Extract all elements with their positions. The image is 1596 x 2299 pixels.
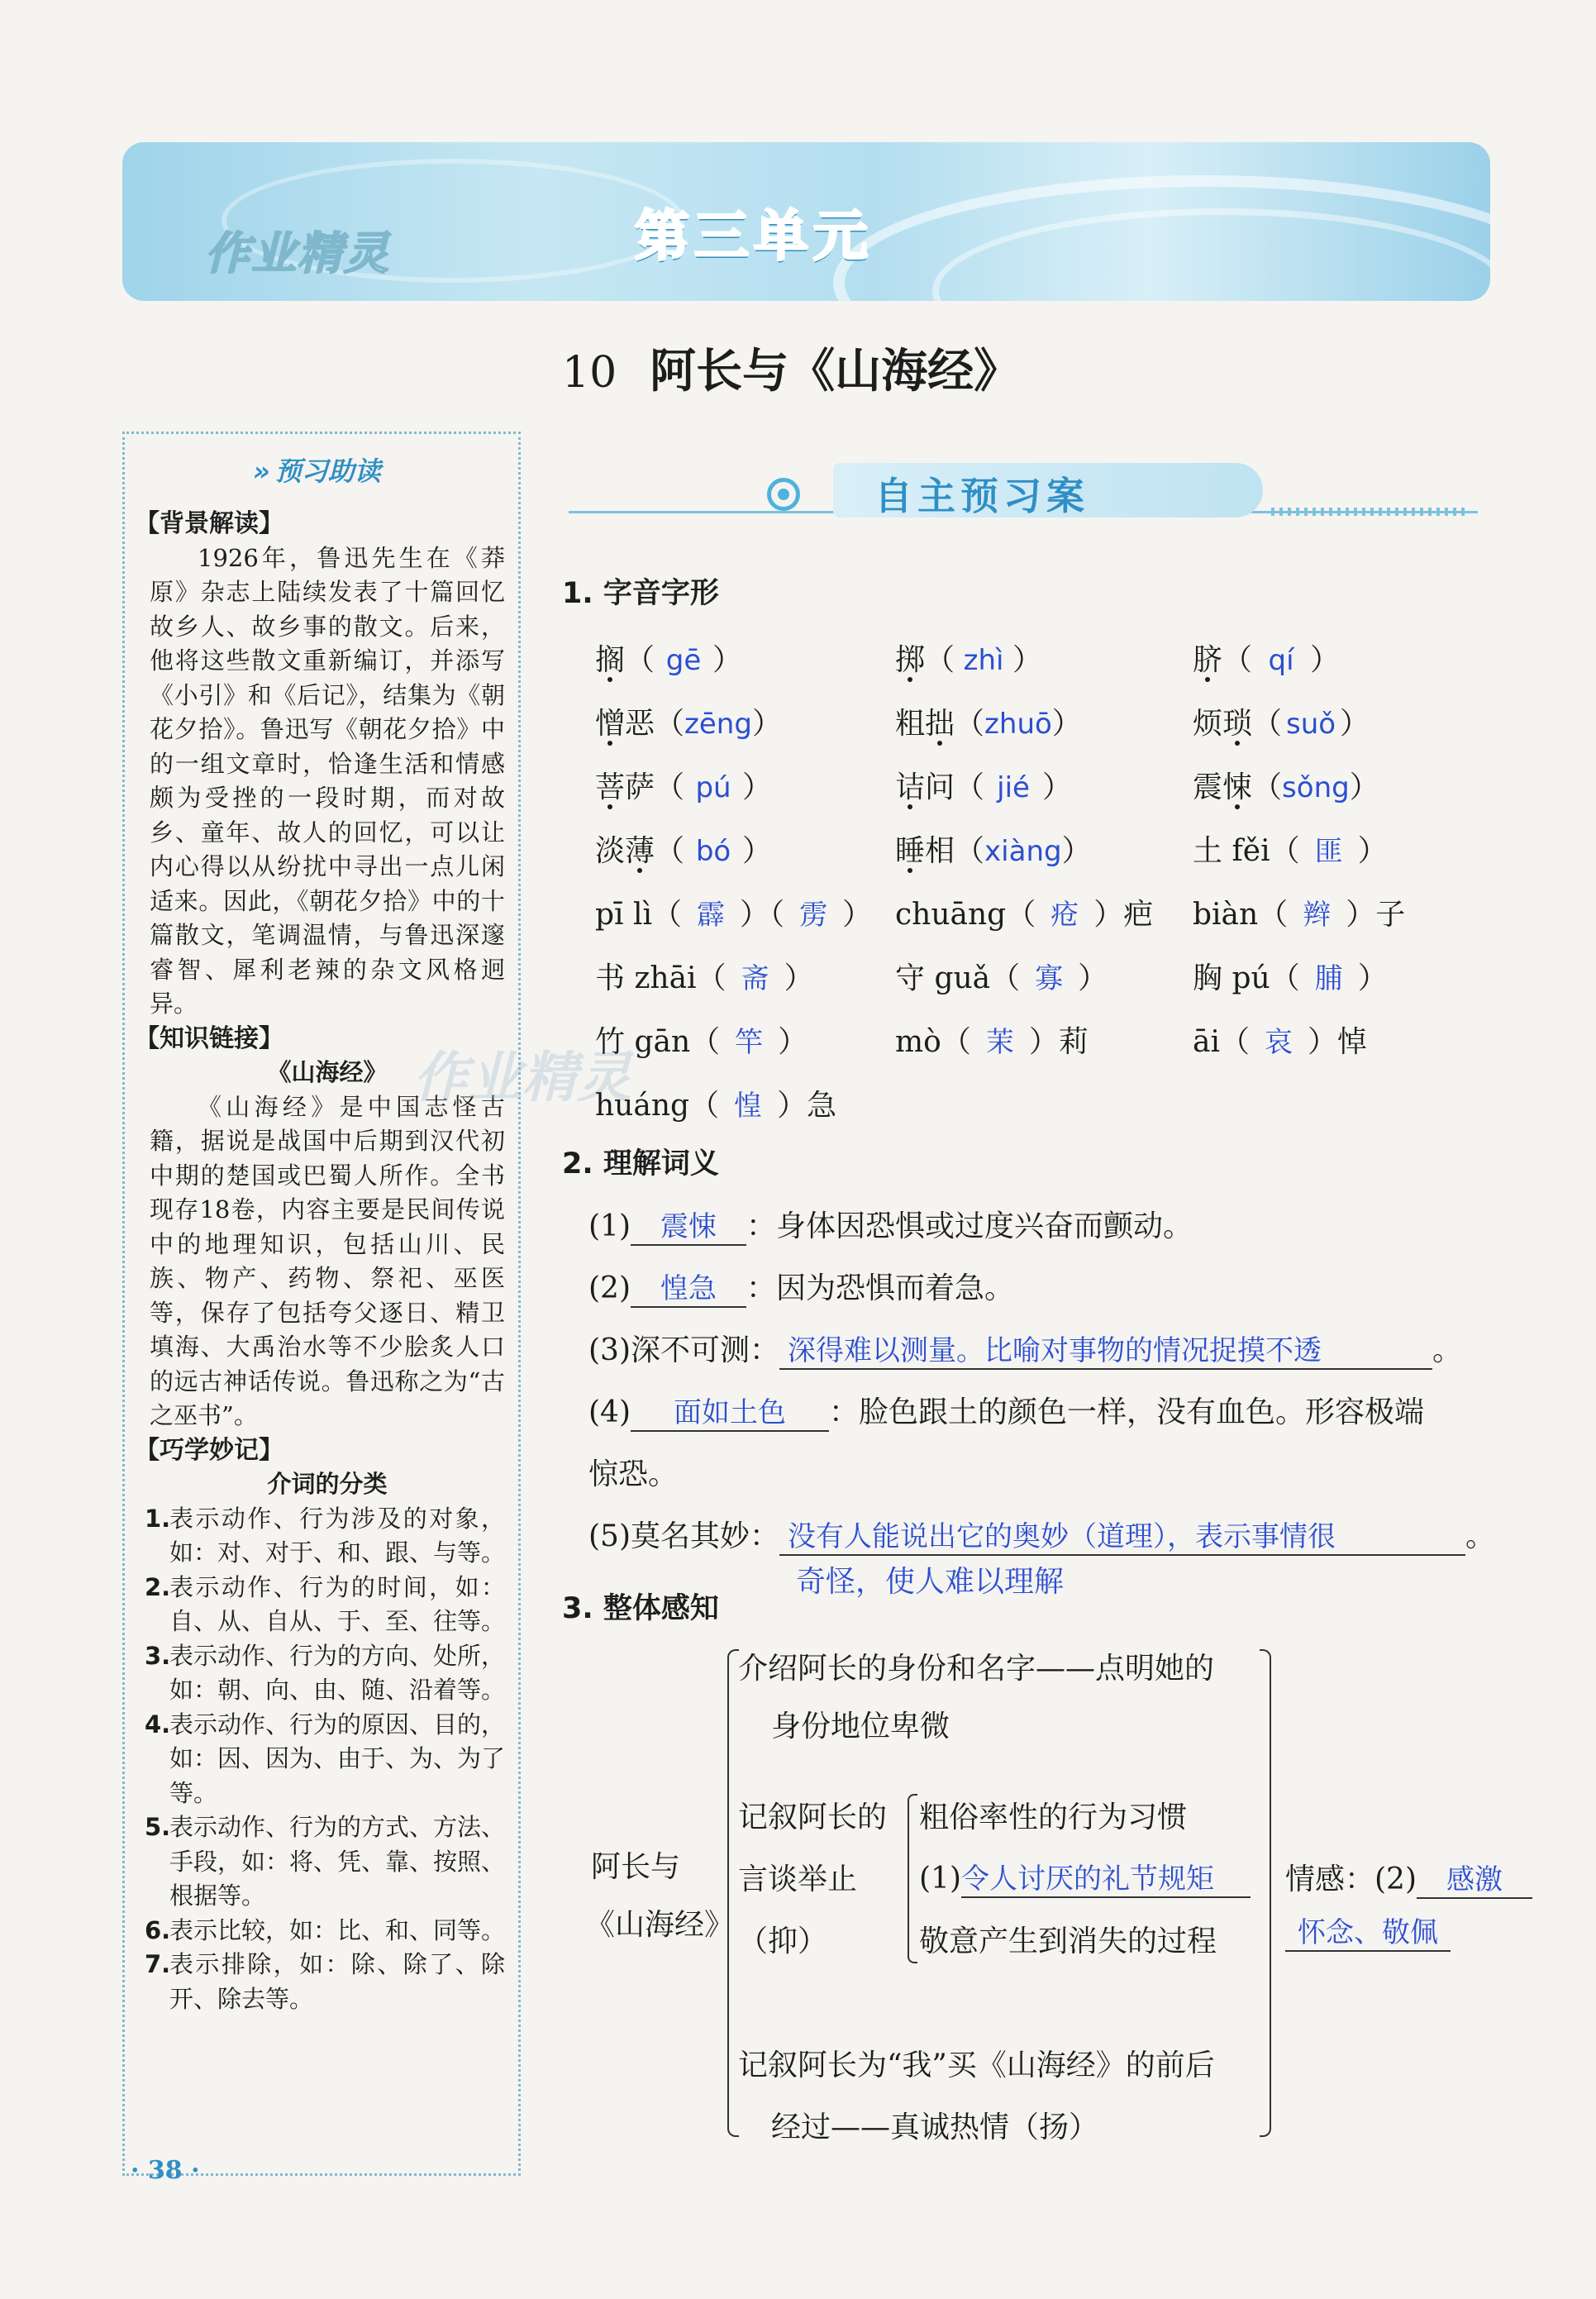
answer: zhì [963,644,1004,677]
answer: 寡 [1035,962,1064,995]
emotion-line-1 [1285,1856,1532,1899]
item-number: (3) [588,1333,631,1367]
prompt: 诘问 [895,770,955,804]
prompt: pī lì [595,898,653,932]
unit-title: 第三单元 [635,204,873,268]
pronunciation-cell: 搁（ gē ） [595,643,743,677]
prompt: chuāng [895,898,1007,932]
pronunciation-cell: huáng（ 惶 ）急 [595,1082,836,1124]
watermark: 作业精灵 [413,1046,631,1109]
q2-title: 2. 理解词义 [562,1147,719,1181]
prompt: 土 fěi [1193,834,1270,868]
period: 。 [1432,1333,1463,1367]
left-brace [727,1649,739,2137]
item-number: (1) [919,1862,961,1896]
q2-item-2 [588,1265,1014,1308]
answer: 茉 [985,1026,1014,1059]
item-number: 1. [145,1504,171,1533]
answer: 感激 [1446,1863,1503,1896]
branch-3-line-2: 经过——真诚热情（扬） [771,2111,1099,2144]
answer: 惶 [734,1090,763,1123]
item-text: 表示动作、行为的原因、目的，如：因、因为、由于、为、为了等。 [169,1710,506,1807]
pronunciation-cell: chuāng（ 疮 ）疤 [895,891,1153,933]
suffix: 悼 [1337,1025,1368,1059]
answer: 匪 [1314,835,1343,868]
prompt: 搁 [595,643,626,677]
item-text: 表示动作、行为的时间，如：自、从、自从、于、至、往等。 [169,1572,506,1635]
preposition-list [145,1502,506,2017]
lesson-number: 10 [562,348,617,398]
lesson-name: 阿长与《山海经》 [650,344,1021,398]
q2-item-5-cont: 奇怪，使人难以理解 [796,1565,1065,1599]
preposition-item [145,1914,506,1948]
background-title: 【背景解读】 [135,509,283,538]
section-dots [1271,508,1470,516]
answer: 疮 [1051,899,1079,932]
prompt: 胸 pú [1193,961,1270,995]
branch-1-line-2: 身份地位卑微 [771,1710,950,1743]
pronunciation-cell: 守 guǎ（ 寡 ） [895,955,1108,997]
q2-item-5 [588,1513,1495,1556]
prompt: 睡相 [895,834,955,868]
suffix: 莉 [1058,1025,1089,1059]
prompt: āi [1193,1025,1220,1059]
q1-title: 1. 字音字形 [562,577,719,610]
item-number: 5. [145,1813,171,1841]
pronunciation-cell: 睡相（xiàng） [895,834,1092,868]
answer: zhuō [984,708,1052,741]
prompt: 震悚 [1193,770,1253,804]
target-icon [767,478,800,511]
definition: ：身体因恐惧或过度兴奋而颤动。 [746,1209,1193,1243]
answer: 霹 [697,899,726,932]
answer: 深得难以测量。比喻对事物的情况捉摸不透 [788,1334,1322,1367]
memory-tip-title: 【巧学妙记】 [135,1435,283,1465]
prompt: 粗拙 [895,707,955,741]
answer: 面如土色 [674,1396,786,1429]
term: 莫名其妙： [631,1519,780,1553]
knowledge-subtitle: 《山海经》 [267,1058,388,1086]
section-header [569,463,1478,521]
period: 。 [1465,1519,1496,1553]
q2-item-4-cont: 惊恐。 [588,1457,679,1491]
item-number: (5) [588,1519,631,1553]
pronunciation-cell: 诘问（ jié ） [895,770,1073,804]
answer: suǒ [1286,708,1336,741]
item-number: (4) [588,1395,631,1429]
inner-brace [908,1794,917,1963]
knowledge-title: 【知识链接】 [135,1023,283,1053]
item-text: 表示动作、行为涉及的对象，如：对、对于、和、跟、与等。 [169,1504,506,1567]
answer: 竿 [735,1026,764,1059]
answer: qí [1268,644,1294,677]
answer: bó [695,835,731,868]
preposition-item [145,1708,506,1811]
pronunciation-cell: 烦琐（ suǒ ） [1193,707,1370,741]
item-number: 2. [145,1572,171,1601]
pronunciation-cell: mò（ 茉 ）莉 [895,1018,1089,1061]
item-number: 4. [145,1710,171,1739]
preposition-item [145,1810,506,1914]
answer: 雳 [799,899,828,932]
unit-banner [122,142,1490,301]
answer: 令人讨厌的礼节规矩 [961,1863,1214,1896]
knowledge-text: 《山海经》是中国志怪古籍，据说是战国中后期到汉代初中期的楚国或巴蜀人所作。全书现存18卷，内容主要是民间传说中的地理知识，包括山川、民族、物产、药物、祭祀、巫医等，保存了包括夸父逐日、精卫填海、大禹治水等不少脍炙人口的远古神话传说。鲁迅称之为“古之巫书”。 [150,1092,505,1429]
pronunciation-cell: 竹 gān（ 竿 ） [595,1018,808,1061]
preposition-item [145,1571,506,1639]
item-number: 6. [145,1915,171,1944]
prompt: 脐 [1193,643,1223,677]
prompt: biàn [1193,898,1259,932]
prompt: 书 zhāi [595,961,697,995]
preposition-item [145,1639,506,1708]
diagram-root-1: 阿长与 [591,1850,681,1884]
pronunciation-cell: 胸 pú（ 脯 ） [1193,955,1388,997]
memory-tip-subtitle: 介词的分类 [267,1470,388,1498]
answer: 怀念、敬佩 [1298,1916,1438,1949]
branch-2-sub-3: 敬意产生到消失的过程 [919,1925,1217,1958]
brand-logo: 作业精灵 [205,227,390,279]
emotion-line-2 [1285,1910,1451,1952]
branch-2-line-2: 言谈举止 [738,1863,858,1896]
answer: 惶急 [660,1272,717,1305]
branch-2-line-3: （抑） [738,1925,828,1958]
answer: jié [997,771,1030,804]
pronunciation-cell: 震悚（sǒng） [1193,770,1379,804]
answer: 没有人能说出它的奥妙（道理），表示事情很 [788,1520,1336,1553]
pronunciation-cell: 憎恶（zēng） [595,707,782,741]
preview-sidebar [122,432,521,2176]
branch-2-line-1: 记叙阿长的 [738,1801,888,1834]
item-number: 7. [145,1950,171,1978]
answer: zēng [684,708,752,741]
diagram-root-2: 《山海经》 [585,1908,735,1942]
pronunciation-cell: biàn（ 辫 ）子 [1193,891,1405,933]
preposition-item [145,1948,505,2016]
prompt: 守 guǎ [895,961,991,995]
answer: 脯 [1314,962,1343,995]
answer: 哀 [1265,1026,1293,1059]
prompt: 菩萨 [595,770,655,804]
section-title: 自主预习案 [874,474,1089,518]
answer: sǒng [1282,771,1350,804]
suffix: 子 [1375,898,1406,932]
branch-3-line-1: 记叙阿长为“我”买《山海经》的前后 [738,2049,1215,2082]
item-number: (2) [588,1271,631,1305]
prompt: 淡薄 [595,834,655,868]
q2-item-1 [588,1203,1193,1246]
branch-1-line-1: 介绍阿长的身份和名字——点明她的 [738,1652,1215,1686]
lesson-title [562,335,1020,401]
item-number: 3. [145,1641,171,1670]
suffix: 疤 [1123,898,1154,932]
pronunciation-cell: 掷（ zhì ） [895,643,1043,677]
pronunciation-cell: 书 zhāi（ 斋 ） [595,955,814,997]
answer: 震悚 [660,1210,717,1243]
prompt: 憎恶 [595,707,655,741]
pronunciation-cell: 淡薄（ bó ） [595,834,773,868]
prompt: 烦琐 [1193,707,1253,741]
answer: pú [695,771,731,804]
answer: gē [665,644,702,677]
suffix: 急 [807,1089,837,1123]
answer: 辫 [1303,899,1332,932]
item-text: 表示动作、行为的方式、方法、手段，如：将、凭、靠、按照、根据等。 [169,1813,506,1910]
term: 深不可测： [631,1333,780,1367]
definition: ：因为恐惧而着急。 [746,1271,1015,1305]
branch-2-sub-2 [919,1856,1251,1898]
item-text: 表示排除，如：除、除了、除开、除去等。 [169,1950,505,2013]
pronunciation-cell: pī lì（ 霹 ）（ 雳 ） [595,891,872,933]
q2-item-4 [588,1389,1424,1432]
preposition-item [145,1502,506,1571]
answer: 斋 [741,962,769,995]
pronunciation-cell: 粗拙（zhuō） [895,707,1082,741]
item-text: 表示动作、行为的方向、处所，如：朝、向、由、随、沿着等。 [169,1641,506,1704]
emotion-label: 情感：(2) [1285,1863,1417,1896]
right-brace [1260,1649,1271,2137]
sidebar-body [135,507,506,2016]
q3-title: 3. 整体感知 [562,1592,719,1625]
prompt: 竹 gān [595,1025,691,1059]
sidebar-heading: » 预习助读 [253,451,381,489]
pronunciation-cell: 菩萨（ pú ） [595,770,773,804]
answer: xiàng [984,835,1062,868]
background-text: 1926年，鲁迅先生在《莽原》杂志上陆续发表了十篇回忆故乡人、故乡事的散文。后来，他将这些散文重新编订，并添写《小引》和《后记》，结集为《朝花夕拾》。鲁迅写《朝花夕拾》中的一组文章时，恰逢生活和情感颇为受挫的一段时期，而对故乡、童年、故人的回忆，可以让内心得以从纷扰中寻出一点儿闲适来。因此，《朝花夕拾》中的十篇散文，笔调温情，与鲁迅深邃睿智、犀利老辣的杂文风格迥异。 [150,543,505,1018]
page-number: · 38 · [131,2156,200,2185]
branch-2-sub-1: 粗俗率性的行为习惯 [919,1801,1188,1834]
prompt: mò [895,1025,941,1059]
definition: ：脸色跟土的颜色一样，没有血色。形容极端 [829,1395,1425,1429]
pronunciation-cell: āi（ 哀 ）悼 [1193,1018,1367,1061]
pronunciation-cell: 脐（ qí ） [1193,643,1341,677]
item-text: 表示比较，如：比、和、同等。 [169,1915,506,1944]
q2-item-3 [588,1327,1462,1370]
pronunciation-cell: 土 fěi（ 匪 ） [1193,828,1388,870]
item-number: (1) [588,1209,631,1243]
prompt: 掷 [895,643,926,677]
prompt: huáng [595,1089,690,1123]
